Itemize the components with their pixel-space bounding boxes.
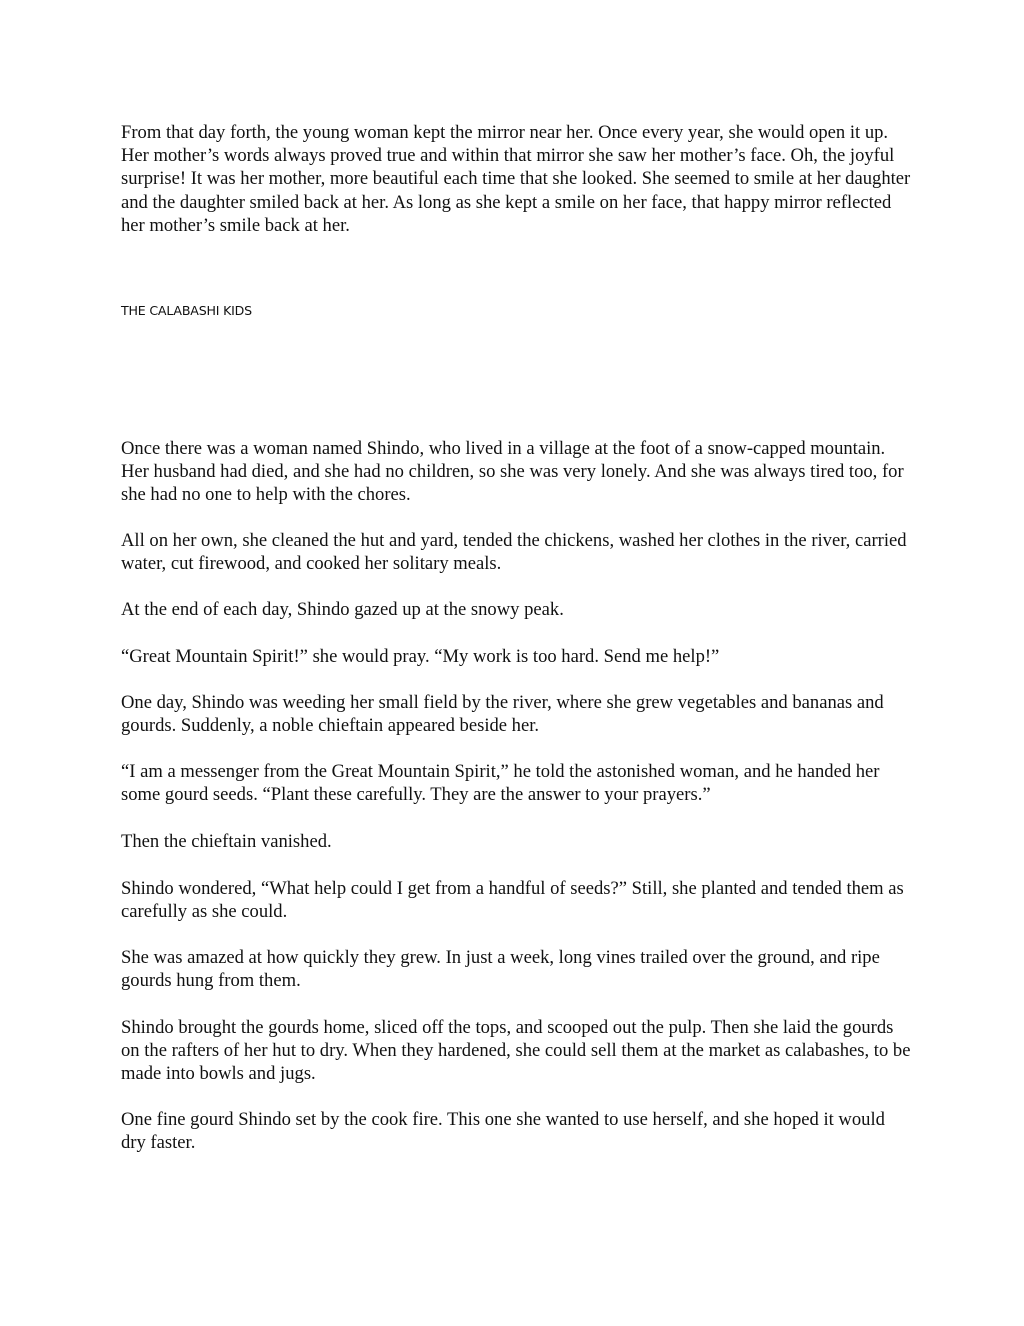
paragraph: Once there was a woman named Shindo, who lived in a village at the foot of a snow-capped mountain. Her husband had died, and she had no children, so she was very lonely. And she was always tired too, for she had no one to help with the chores.	[121, 438, 904, 506]
paragraph: One fine gourd Shindo set by the cook fire. This one she wanted to use herself, and she hoped it would dry faster.	[121, 1109, 885, 1154]
section-title: THE CALABASHI KIDS	[121, 303, 252, 318]
paragraph: At the end of each day, Shindo gazed up at the snowy peak.	[121, 599, 564, 620]
paragraph: Shindo wondered, “What help could I get from a handful of seeds?” Still, she planted and tended them as carefully as she could.	[121, 878, 904, 923]
paragraph: “Great Mountain Spirit!” she would pray. “My work is too hard. Send me help!”	[121, 646, 720, 667]
paragraph: Then the chieftain vanished.	[121, 831, 332, 852]
paragraph: Shindo brought the gourds home, sliced off the tops, and scooped out the pulp. Then she laid the gourds on the rafters of her hut to dry. When they hardened, she could sell them at the market as calabashes, to be made into bowls and jugs.	[121, 1017, 911, 1085]
paragraph: “I am a messenger from the Great Mountain Spirit,” he told the astonished woman, and he handed her some gourd seeds. “Plant these carefully. They are the answer to your prayers.”	[121, 761, 880, 806]
paragraph: She was amazed at how quickly they grew. In just a week, long vines trailed over the ground, and ripe gourds hung from them.	[121, 947, 880, 992]
paragraph: One day, Shindo was weeding her small field by the river, where she grew vegetables and bananas and gourds. Suddenly, a noble chieftain appeared beside her.	[121, 692, 884, 737]
paragraph-mirror-ending: From that day forth, the young woman kept the mirror near her. Once every year, she would open it up. Her mother’s words always proved true and within that mirror she saw her mother’s face. Oh, the joyful surprise! It was her mother, more beautiful each time that she looked. She seemed to smile at her daughter and the daughter smiled back at her. As long as she kept a smile on her face, that happy mirror reflected her mother’s smile back at her.	[121, 122, 911, 236]
paragraph: All on her own, she cleaned the hut and yard, tended the chickens, washed her clothes in the river, carried water, cut firewood, and cooked her solitary meals.	[121, 530, 907, 575]
